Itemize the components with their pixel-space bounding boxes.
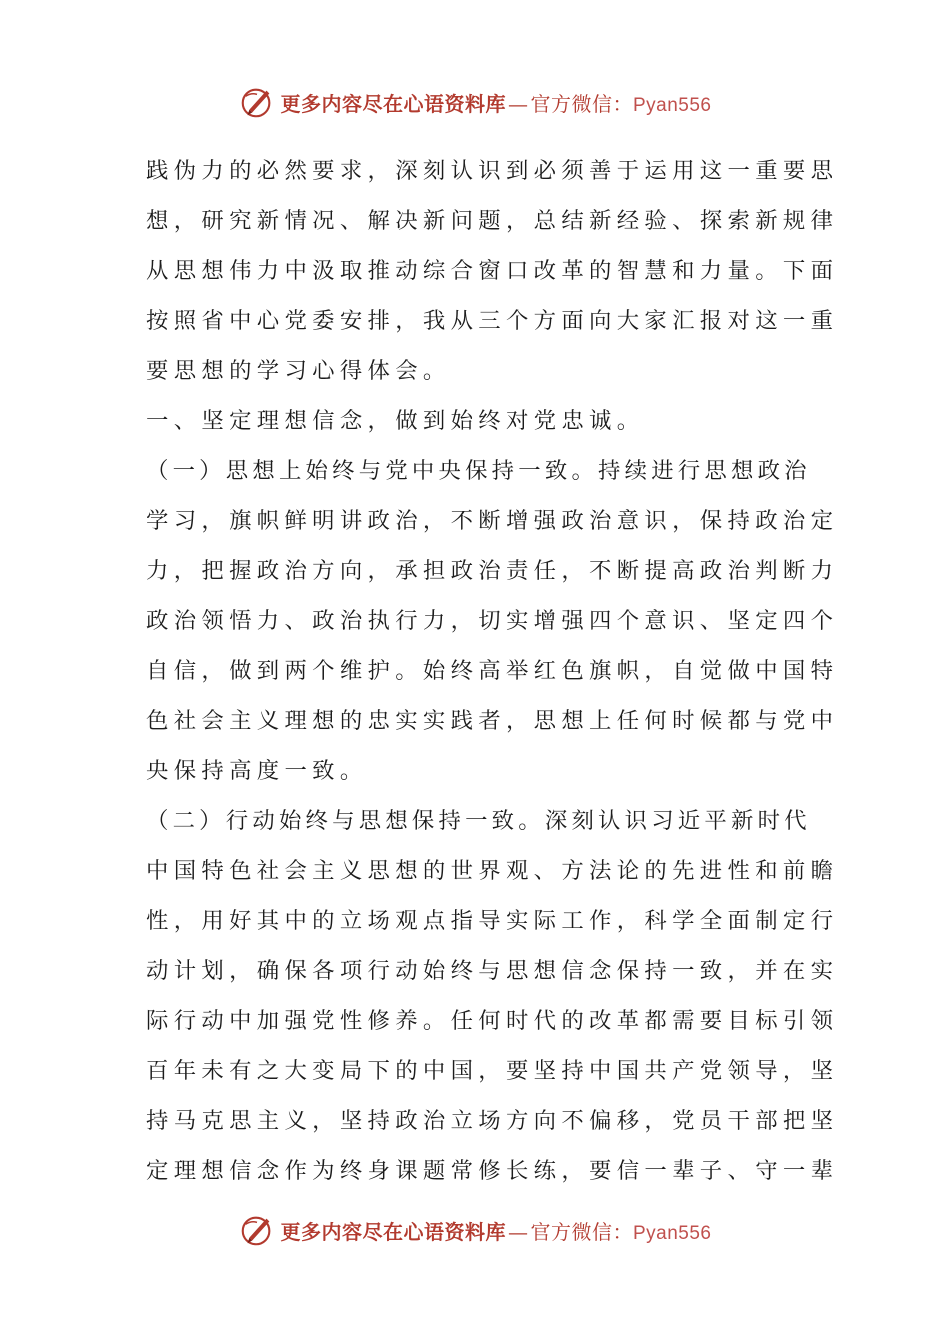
body-line: 要思想的学习心得体会。 bbox=[146, 358, 451, 384]
body-line: 持马克思主义，坚持政治立场方向不偏移，党员干部把坚 bbox=[146, 1108, 839, 1134]
watermark-text bbox=[280, 88, 711, 117]
body-line: 学习，旗帜鲜明讲政治，不断增强政治意识，保持政治定 bbox=[146, 508, 839, 534]
pen-logo-icon bbox=[238, 83, 276, 121]
document-body bbox=[146, 146, 839, 1196]
body-line: 际行动中加强党性修养。任何时代的改革都需要目标引领 bbox=[146, 1008, 839, 1034]
watermark-site: 更多内容尽在心语资料库 bbox=[280, 91, 506, 116]
body-line: 性，用好其中的立场观点指导实际工作，科学全面制定行 bbox=[146, 908, 839, 934]
body-line: 从思想伟力中汲取推动综合窗口改革的智慧和力量。下面 bbox=[146, 258, 839, 284]
watermark-wechat-id: Pyan556 bbox=[632, 94, 712, 116]
body-line: 定理想信念作为终身课题常修长练，要信一辈子、守一辈 bbox=[146, 1158, 839, 1184]
pen-logo-icon bbox=[238, 1211, 276, 1249]
body-line: 自信，做到两个维护。始终高举红色旗帜，自觉做中国特 bbox=[146, 658, 839, 684]
watermark-dash: — bbox=[507, 91, 529, 116]
body-line: （二）行动始终与思想保持一致。深刻认识习近平新时代 bbox=[146, 808, 811, 834]
body-line: 力，把握政治方向，承担政治责任，不断提高政治判断力 bbox=[146, 558, 839, 584]
watermark-banner-bottom bbox=[0, 1208, 950, 1252]
body-line: 践伪力的必然要求，深刻认识到必须善于运用这一重要思 bbox=[146, 158, 839, 184]
watermark-site: 更多内容尽在心语资料库 bbox=[280, 1219, 506, 1244]
watermark-text bbox=[280, 1216, 711, 1245]
body-line: （一）思想上始终与党中央保持一致。持续进行思想政治 bbox=[146, 458, 811, 484]
watermark-wechat-id: Pyan556 bbox=[632, 1222, 712, 1244]
body-line: 想，研究新情况、解决新问题，总结新经验、探索新规律 bbox=[146, 208, 839, 234]
body-line: 政治领悟力、政治执行力，切实增强四个意识、坚定四个 bbox=[146, 608, 839, 634]
watermark-banner-top bbox=[0, 80, 950, 124]
body-line: 按照省中心党委安排，我从三个方面向大家汇报对这一重 bbox=[146, 308, 839, 334]
body-line: 央保持高度一致。 bbox=[146, 758, 368, 784]
watermark-wechat-label: 官方微信： bbox=[530, 1219, 633, 1244]
body-line: 动计划，确保各项行动始终与思想信念保持一致，并在实 bbox=[146, 958, 839, 984]
body-line: 中国特色社会主义思想的世界观、方法论的先进性和前瞻 bbox=[146, 858, 839, 884]
body-line: 百年未有之大变局下的中国，要坚持中国共产党领导，坚 bbox=[146, 1058, 839, 1084]
watermark-dash: — bbox=[507, 1219, 529, 1244]
body-line: 色社会主义理想的忠实实践者，思想上任何时候都与党中 bbox=[146, 708, 839, 734]
watermark-wechat-label: 官方微信： bbox=[530, 91, 633, 116]
section-heading: 一、坚定理想信念，做到始终对党忠诚。 bbox=[146, 408, 645, 434]
